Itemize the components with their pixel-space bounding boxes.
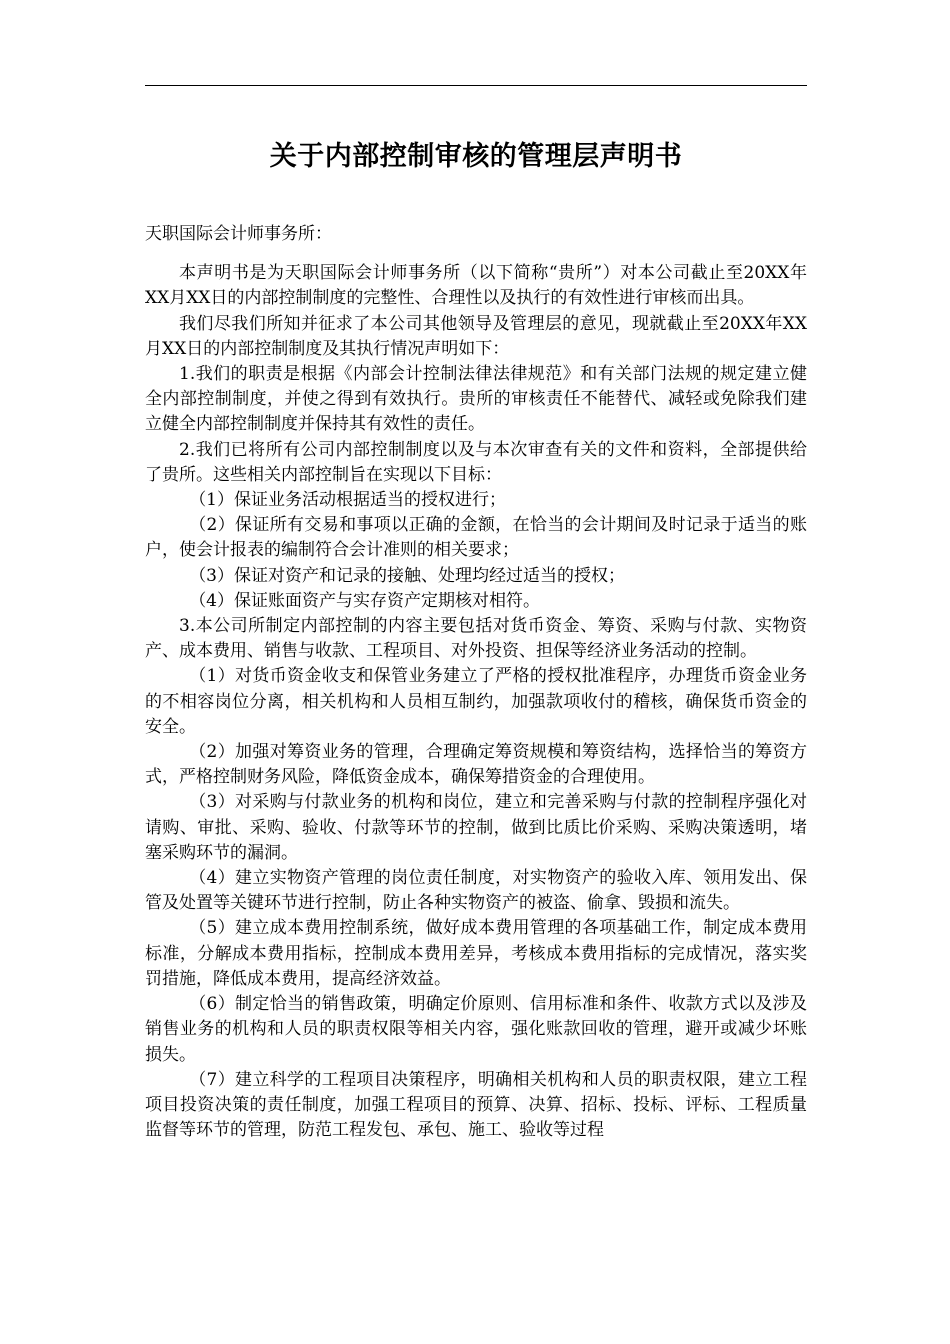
paragraph-item-2-sub-2: （2）保证所有交易和事项以正确的金额，在恰当的会计期间及时记录于适当的账户，使会计报表的编制符合会计准则的相关要求； bbox=[145, 515, 807, 561]
paragraph-item-3-sub-7: （7）建立科学的工程项目决策程序，明确相关机构和人员的职责权限，建立工程项目投资决策的责任制度，加强工程项目的预算、决算、招标、投标、评标、工程质量监督等环节的管理，防范工程发包、承包、施工、验收等过程 bbox=[145, 1069, 807, 1141]
salutation: 天职国际会计师事务所： bbox=[145, 224, 332, 244]
paragraph-item-2-sub-1: （1）保证业务活动根据适当的授权进行； bbox=[189, 490, 507, 511]
paragraph-item-3-sub-4: （4）建立实物资产管理的岗位责任制度，对实物资产的验收入库、领用发出、保管及处置等关键环节进行控制，防止各种实物资产的被盗、偷拿、毁损和流失。 bbox=[145, 868, 807, 914]
paragraph-item-3-sub-5: （5）建立成本费用控制系统，做好成本费用管理的各项基础工作，制定成本费用标准，分解成本费用指标，控制成本费用差异，考核成本费用指标的完成情况，落实奖罚措施，降低成本费用，提高经济效益。 bbox=[145, 918, 807, 989]
paragraph-item-2-sub-4: （4）保证账面资产与实存资产定期核对相符。 bbox=[189, 590, 541, 611]
paragraph-item-2-sub-3: （3）保证对资产和记录的接触、处理均经过适当的授权； bbox=[189, 565, 626, 586]
paragraph-item-3-sub-3: （3）对采购与付款业务的机构和岗位，建立和完善采购与付款的控制程序强化对请购、审批、采购、验收、付款等环节的控制，做到比质比价采购、采购决策透明，堵塞采购环节的漏洞。 bbox=[145, 792, 807, 863]
document-title: 关于内部控制审核的管理层声明书 bbox=[269, 141, 683, 172]
paragraph-item-3-sub-2: （2）加强对筹资业务的管理，合理确定筹资规模和筹资结构，选择恰当的筹资方式，严格控制财务风险，降低资金成本，确保筹措资金的合理使用。 bbox=[145, 742, 807, 788]
document-body bbox=[145, 222, 807, 1143]
paragraph-item-3-sub-6: （6）制定恰当的销售政策，明确定价原则、信用标准和条件、收款方式以及涉及销售业务的机构和人员的职责权限等相关内容，强化账款回收的管理，避开或减少坏账损失。 bbox=[145, 994, 807, 1065]
paragraph-declaration: 我们尽我们所知并征求了本公司其他领导及管理层的意见，现就截止至20XX年XX月XX日的内部控制制度及其执行情况声明如下： bbox=[145, 313, 807, 359]
paragraph-item-3: 3.本公司所制定内部控制的内容主要包括对货币资金、筹资、采购与付款、实物资产、成本费用、销售与收款、工程项目、对外投资、担保等经济业务活动的控制。 bbox=[145, 616, 807, 662]
header-rule bbox=[145, 85, 807, 86]
paragraph-intro: 本声明书是为天职国际会计师事务所（以下简称“贵所”）对本公司截止至20XX年XX月XX日的内部控制制度的完整性、合理性以及执行的有效性进行审核而出具。 bbox=[145, 263, 807, 309]
paragraph-item-2: 2.我们已将所有公司内部控制制度以及与本次审查有关的文件和资料，全部提供给了贵所。这些相关内部控制旨在实现以下目标： bbox=[145, 439, 807, 485]
paragraph-item-1: 1.我们的职责是根据《内部会计控制法律法律规范》和有关部门法规的规定建立健全内部控制制度，并使之得到有效执行。贵所的审核责任不能替代、减轻或免除我们建立健全内部控制制度并保持其有效性的责任。 bbox=[145, 364, 807, 435]
paragraph-item-3-sub-1: （1）对货币资金收支和保管业务建立了严格的授权批准程序，办理货币资金业务的不相容岗位分离，相关机构和人员相互制约，加强款项收付的稽核，确保货币资金的安全。 bbox=[145, 666, 807, 737]
